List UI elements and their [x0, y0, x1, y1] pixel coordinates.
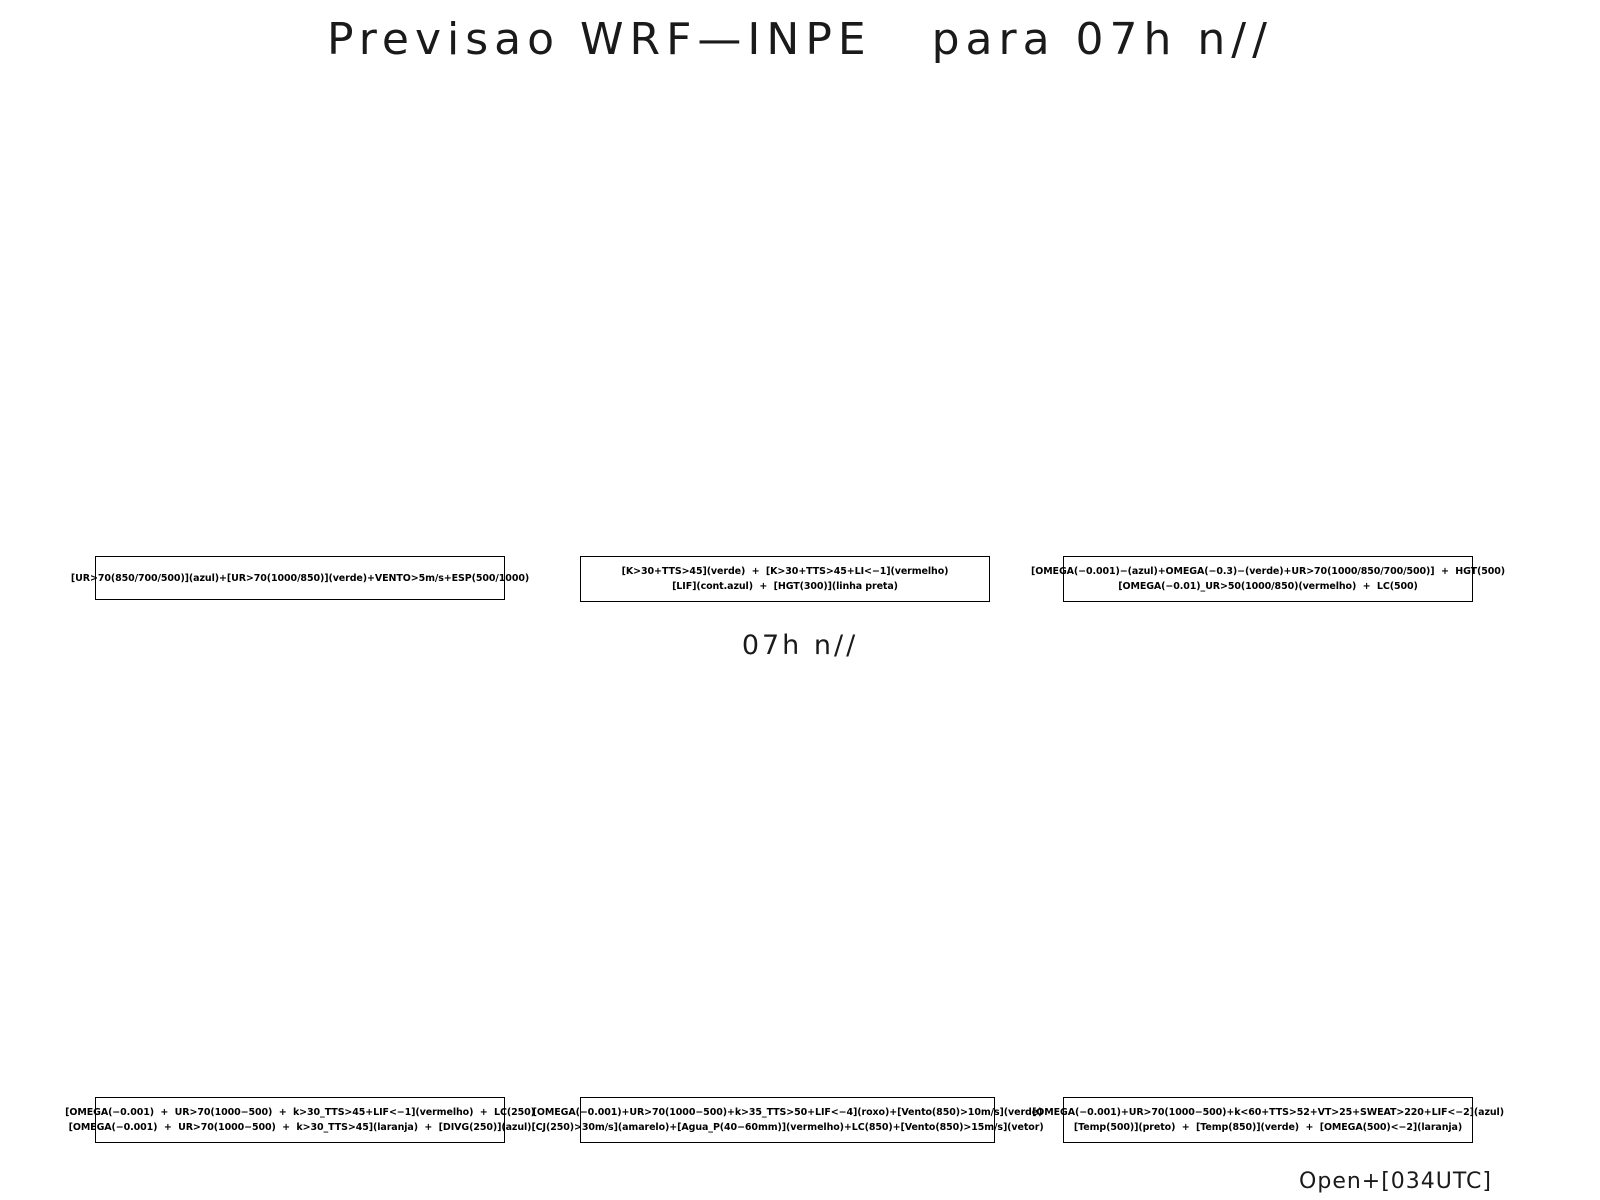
legend-panel-bottom-center — [531, 1097, 1044, 1143]
legend-line: [K>30+TTS>45](verde) + [K>30+TTS>45+LI<−1](vermelho) — [621, 566, 949, 577]
legend-line: [OMEGA(−0.001) + UR>70(1000−500) + k>30_TTS>45](laranja) + [DIVG(250)](azul) — [68, 1122, 532, 1133]
legend-panel-bottom-left — [65, 1097, 535, 1143]
legend-panel-top-center — [580, 556, 990, 602]
legend-line: [UR>70(850/700/500)](azul)+[UR>70(1000/850)](verde)+VENTO>5m/s+ESP(500/1000) — [70, 572, 530, 584]
forecast-time-caption: 07h n// — [741, 630, 859, 661]
legend-line: [CJ(250)>30m/s](amarelo)+[Agua_P(40−60mm)](vermelho)+LC(850)+[Vento(850)>15m/s](vetor) — [531, 1122, 1044, 1133]
legend-panel-bottom-right — [1032, 1097, 1504, 1143]
legend-line: [Temp(500)](preto) + [Temp(850)](verde) + [OMEGA(500)<−2](laranja) — [1073, 1122, 1463, 1133]
legend-panel-top-left — [70, 556, 530, 600]
legend-line: [LIF](cont.azul) + [HGT(300)](linha preta) — [672, 581, 898, 592]
legend-line: [OMEGA(−0.001) + UR>70(1000−500) + k>30_TTS>45+LIF<−1](vermelho) + LC(250) — [65, 1107, 535, 1118]
legend-line: [OMEGA(−0.01)_UR>50(1000/850)(vermelho) + LC(500) — [1118, 581, 1418, 592]
legend-line: [OMEGA(−0.001)+UR>70(1000−500)+k<60+TTS>52+VT>25+SWEAT>220+LIF<−2](azul) — [1032, 1107, 1504, 1118]
legend-panel-top-right — [1030, 556, 1506, 602]
footer-timestamp: Open+[034UTC] — [1299, 1169, 1492, 1194]
legend-line: [OMEGA(−0.001)−(azul)+OMEGA(−0.3)−(verde)+UR>70(1000/850/700/500)] + HGT(500) — [1030, 566, 1506, 577]
page-title: Previsao WRF—INPE para 07h n// — [327, 14, 1273, 65]
legend-line: [OMEGA(−0.001)+UR>70(1000−500)+k>35_TTS>50+LIF<−4](roxo)+[Vento(850)>10m/s](verde) — [532, 1107, 1043, 1118]
